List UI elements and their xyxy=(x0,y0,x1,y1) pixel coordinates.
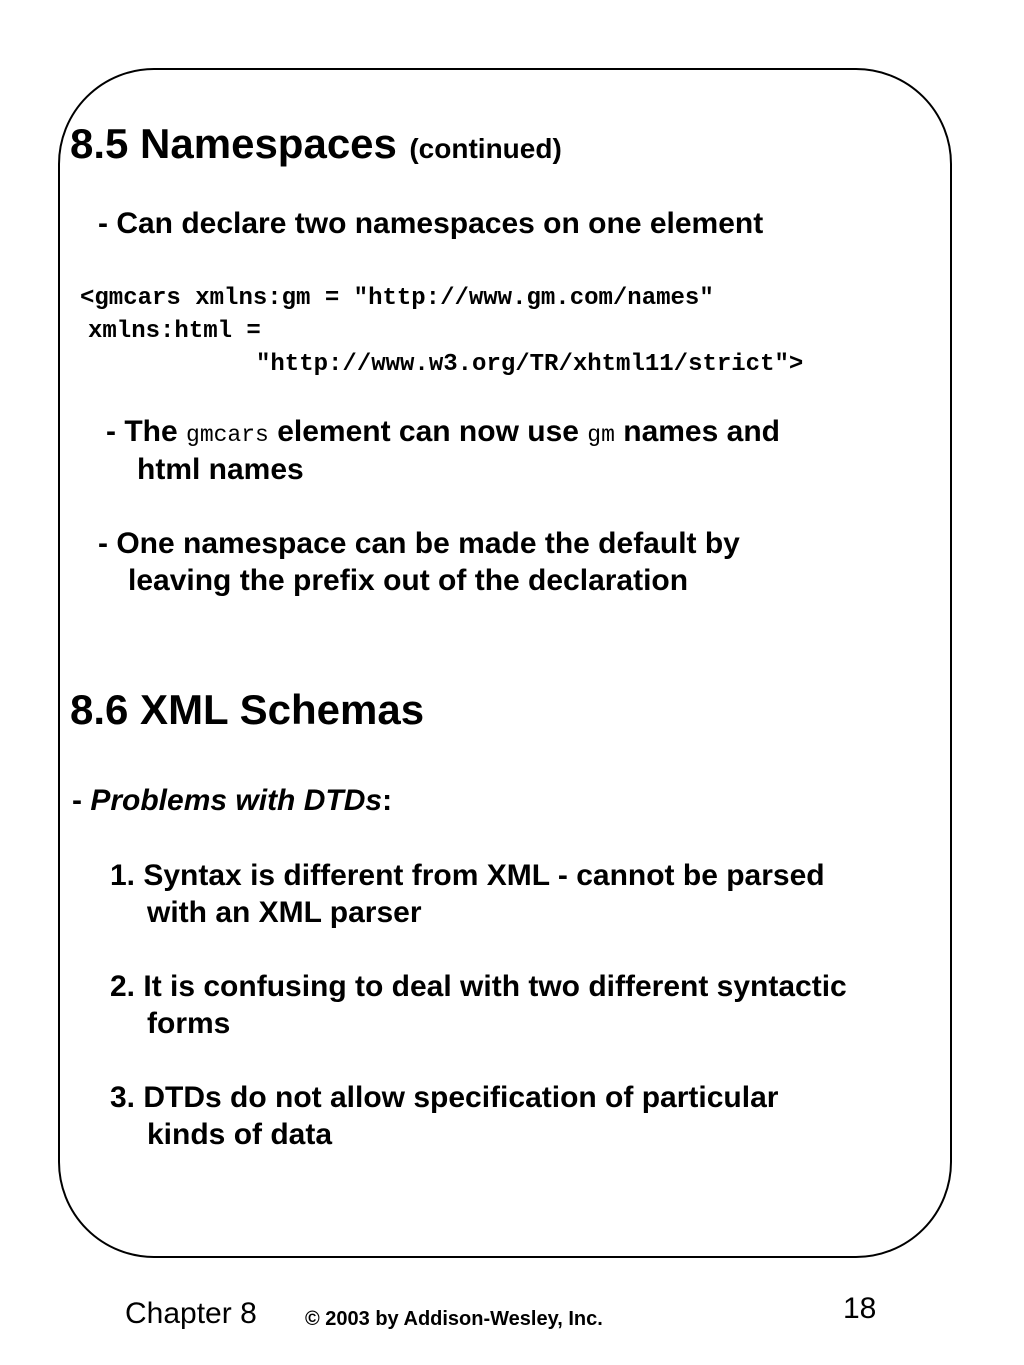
problems-label: Problems with DTDs xyxy=(90,784,383,817)
bullet-2-prefix: - The xyxy=(106,415,178,448)
problem-item-2-line-2: forms xyxy=(147,1007,231,1040)
section-title-text: 8.5 Namespaces xyxy=(70,120,397,167)
problems-with-dtds-heading xyxy=(72,782,392,819)
section-title-xml-schemas: 8.6 XML Schemas xyxy=(70,686,425,733)
code-line-2: xmlns:html = xyxy=(88,318,261,345)
bullet-default-namespace-line-2: leaving the prefix out of the declaration xyxy=(128,564,689,597)
bullet-2-line-2: html names xyxy=(137,453,304,486)
code-line-1 xyxy=(80,285,714,312)
footer-page-number: 18 xyxy=(843,1292,877,1325)
problems-dash: - xyxy=(72,784,82,817)
code-line-1-tag: <gmcars xyxy=(80,285,181,312)
bullet-2-mid: element can now use xyxy=(277,415,579,448)
bullet-2-code-gm: gm xyxy=(587,422,615,448)
code-line-3: "http://www.w3.org/TR/xhtml11/strict"> xyxy=(256,351,804,378)
footer-copyright: © 2003 by Addison-Wesley, Inc. xyxy=(305,1308,603,1330)
bullet-gmcars-use-names xyxy=(106,413,780,454)
footer-chapter: Chapter 8 xyxy=(125,1297,257,1330)
section-title-suffix: (continued) xyxy=(409,133,562,164)
problem-item-3-line-2: kinds of data xyxy=(147,1118,333,1151)
code-line-1-attr: xmlns:gm = "http://www.gm.com/names" xyxy=(195,285,714,312)
problem-item-1-line-1: 1. Syntax is different from XML - cannot be parsed xyxy=(110,859,825,892)
problem-item-3-line-1: 3. DTDs do not allow specification of particular xyxy=(110,1081,779,1114)
bullet-declare-two-namespaces: - Can declare two namespaces on one element xyxy=(98,207,764,240)
problem-item-1-line-2: with an XML parser xyxy=(147,896,422,929)
problems-colon: : xyxy=(382,784,393,817)
section-title-namespaces xyxy=(70,120,562,168)
problem-item-2-line-1: 2. It is confusing to deal with two different syntactic xyxy=(110,970,847,1003)
bullet-default-namespace-line-1: - One namespace can be made the default by xyxy=(98,527,740,560)
bullet-2-code-gmcars: gmcars xyxy=(186,422,269,448)
bullet-2-suffix: names and xyxy=(623,415,780,448)
